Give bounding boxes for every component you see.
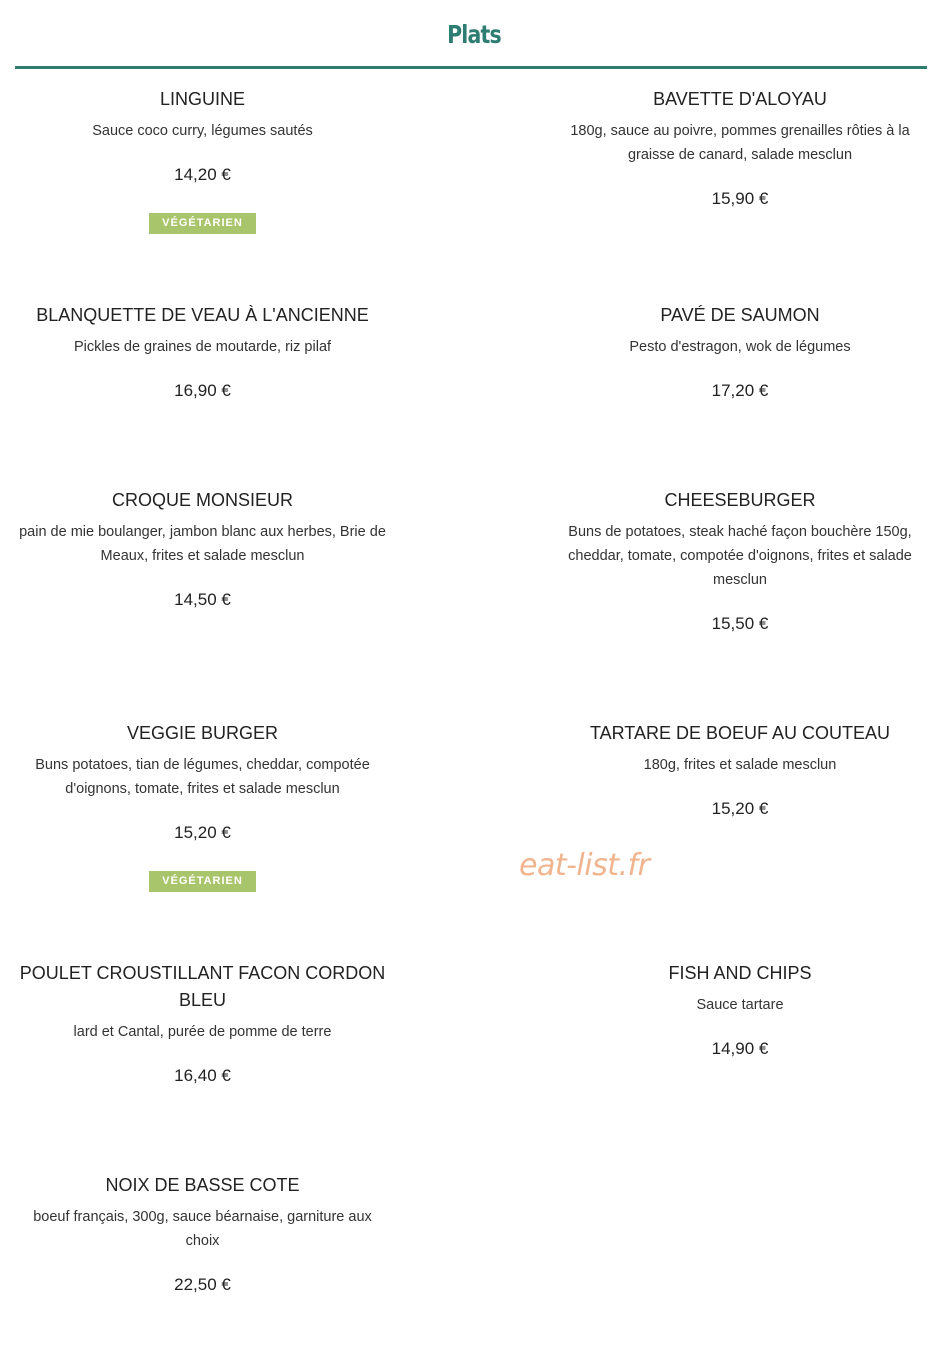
dish-name: TARTARE DE BOEUF AU COUTEAU	[589, 723, 891, 743]
watermark: eat-list.fr	[519, 848, 650, 883]
dish-description: Sauce tartare	[696, 997, 784, 1013]
dish-price: 15,90 €	[711, 189, 769, 208]
menu-item-linguine	[15, 86, 390, 234]
dish-price: 16,40 €	[174, 1066, 231, 1085]
dish-price: 14,50 €	[174, 590, 231, 609]
dish-description: 180g, sauce au poivre, pommes grenailles rôties à la graisse de canard, salade mesclun	[570, 123, 910, 163]
dish-name: VEGGIE BURGER	[126, 723, 279, 743]
menu-item-noix-basse-cote	[15, 1172, 390, 1297]
dish-description: Buns potatoes, tian de légumes, cheddar, compotée d'oignons, tomate, frites et salade mesclun	[35, 757, 370, 797]
dish-name: LINGUINE	[159, 89, 246, 109]
menu-item-blanquette	[15, 302, 390, 403]
menu-item-cheeseburger	[555, 487, 925, 636]
dish-price: 14,20 €	[174, 165, 231, 184]
dish-price: 15,50 €	[711, 614, 769, 633]
dish-name: BAVETTE D'ALOYAU	[653, 89, 827, 109]
dish-name: CHEESEBURGER	[664, 490, 816, 510]
menu-item-poulet-cordon-bleu	[15, 960, 390, 1088]
menu-item-tartare	[555, 720, 925, 821]
dish-name: CROQUE MONSIEUR	[111, 490, 293, 510]
dish-description: Pesto d'estragon, wok de légumes	[629, 339, 851, 355]
dish-price: 17,20 €	[711, 381, 769, 400]
title-divider	[15, 66, 927, 69]
menu-item-croque-monsieur	[15, 487, 390, 612]
dish-price: 22,50 €	[174, 1275, 231, 1294]
menu-item-fish-and-chips	[555, 960, 925, 1061]
dish-price: 16,90 €	[174, 381, 231, 400]
menu-item-bavette	[555, 86, 925, 211]
menu-item-pave-saumon	[555, 302, 925, 403]
vegetarian-badge: VÉGÉTARIEN	[149, 213, 256, 234]
dish-description: 180g, frites et salade mesclun	[643, 757, 837, 773]
menu-item-veggie-burger	[15, 720, 390, 892]
dish-price: 15,20 €	[711, 799, 769, 818]
dish-description: Pickles de graines de moutarde, riz pilaf	[73, 339, 332, 355]
dish-name: BLANQUETTE DE VEAU À L'ANCIENNE	[36, 305, 369, 325]
dish-description: boeuf français, 300g, sauce béarnaise, garniture aux choix	[33, 1209, 372, 1249]
dish-name: PAVÉ DE SAUMON	[660, 305, 820, 325]
dish-price: 15,20 €	[174, 823, 231, 842]
dish-name: NOIX DE BASSE COTE	[105, 1175, 300, 1195]
page-title: Plats	[447, 20, 501, 49]
dish-price: 14,90 €	[711, 1039, 769, 1058]
dish-name: POULET CROUSTILLANT FACON CORDON BLEU	[19, 963, 386, 1010]
dish-description: lard et Cantal, purée de pomme de terre	[73, 1024, 332, 1040]
dish-description: Sauce coco curry, légumes sautés	[92, 123, 313, 139]
dish-name: FISH AND CHIPS	[668, 963, 812, 983]
vegetarian-badge: VÉGÉTARIEN	[149, 871, 256, 892]
dish-description: Buns de potatoes, steak haché façon bouchère 150g, cheddar, tomate, compotée d'oignons, frites et salade mesclun	[568, 524, 912, 588]
dish-description: pain de mie boulanger, jambon blanc aux herbes, Brie de Meaux, frites et salade mesclun	[19, 524, 386, 564]
